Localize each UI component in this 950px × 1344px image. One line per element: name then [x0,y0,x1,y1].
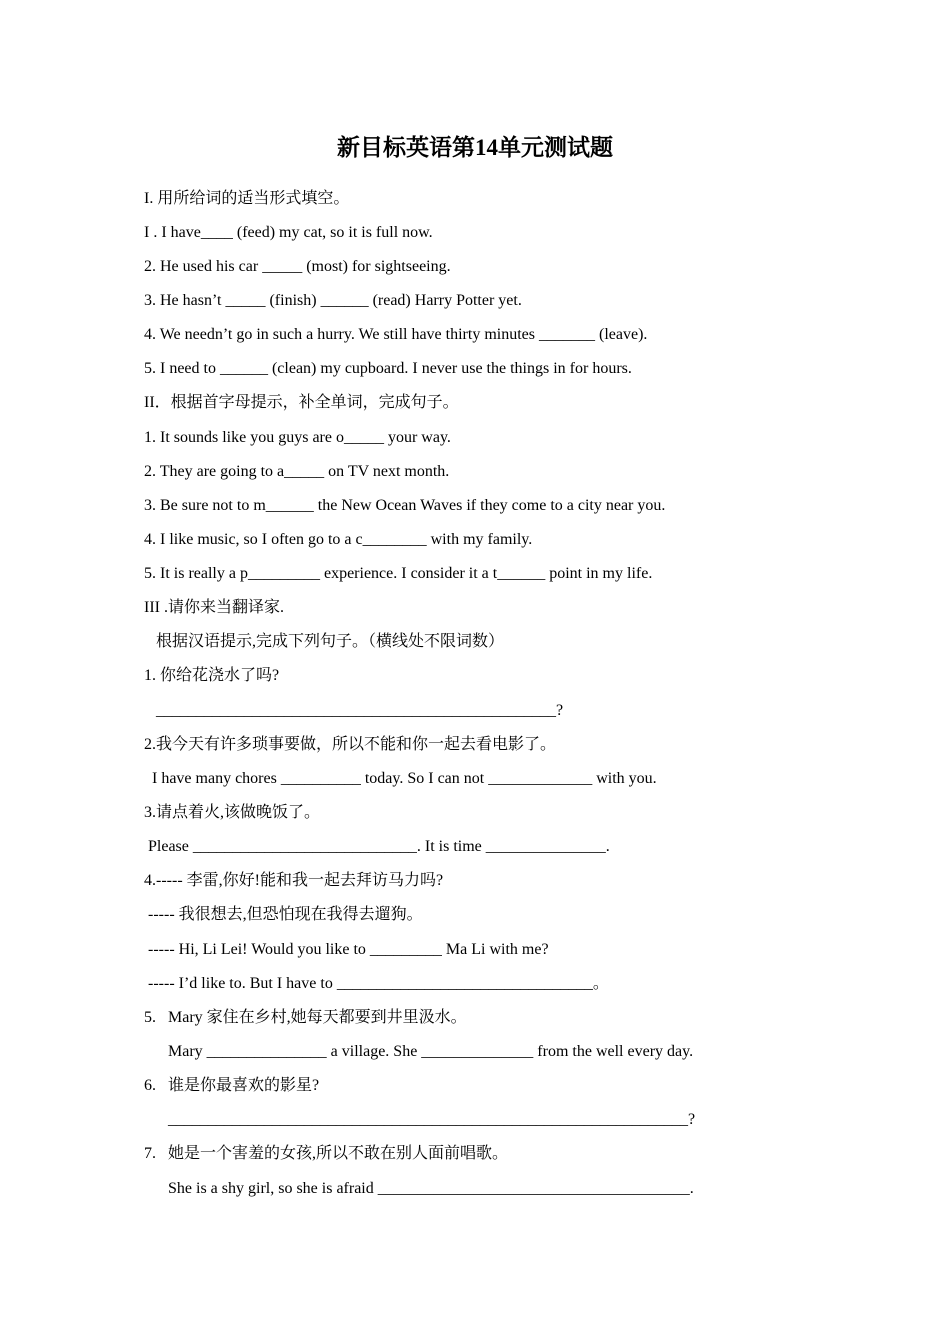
section-3-item-4-prompt-a: 4.----- 李雷,你好!能和我一起去拜访马力吗? [144,872,444,889]
section-1-item-4: 4. We needn’t go in such a hurry. We still have thirty minutes _______ (leave). [144,326,648,343]
section-3-item-1-prompt: 1. 你给花浇水了吗? [144,667,280,684]
section-1-item-5: 5. I need to ______ (clean) my cupboard. I never use the things in for hours. [144,360,632,377]
section-3-item-1-answer: __________________________________________________? [144,702,564,719]
section-3-item-2-answer: I have many chores __________ today. So I can not _____________ with you. [144,770,657,787]
section-3-item-5-prompt: 5. Mary 家住在乡村,她每天都要到井里汲水。 [144,1009,467,1026]
section-1-heading: I. 用所给词的适当形式填空。 [144,190,350,207]
section-3-item-4-prompt-b: ----- 我很想去,但恐怕现在我得去遛狗。 [144,906,423,923]
section-1-item-3: 3. He hasn’t _____ (finish) ______ (read) Harry Potter yet. [144,292,522,309]
section-2-item-5: 5. It is really a p_________ experience. I consider it a t______ point in my life. [144,565,653,582]
section-2-item-4: 4. I like music, so I often go to a c________ with my family. [144,531,533,548]
section-3-item-7-answer: She is a shy girl, so she is afraid _______________________________________. [144,1180,694,1197]
section-3-heading: III .请你来当翻译家. [144,599,284,616]
section-3-instruction: 根据汉语提示,完成下列句子。（横线处不限词数） [144,633,505,650]
page-title: 新目标英语第14单元测试题 [337,135,613,160]
section-2-item-2: 2. They are going to a_____ on TV next month. [144,463,450,480]
section-2-item-1: 1. It sounds like you guys are o_____ your way. [144,429,451,446]
section-3-item-2-prompt: 2.我今天有许多琐事要做，所以不能和你一起去看电影了。 [144,736,557,753]
section-3-item-6-answer: _________________________________________________________________? [144,1111,696,1128]
section-3-item-3-prompt: 3.请点着火,该做晚饭了。 [144,804,321,821]
section-2-item-3: 3. Be sure not to m______ the New Ocean Waves if they come to a city near you. [144,497,666,514]
section-3-item-4-answer-a: ----- Hi, Li Lei! Would you like to _________ Ma Li with me? [144,941,549,958]
section-3-item-6-prompt: 6. 谁是你最喜欢的影星? [144,1077,320,1094]
section-2-heading: II．根据首字母提示，补全单词，完成句子。 [144,394,459,411]
section-3-item-5-answer: Mary _______________ a village. She ______________ from the well every day. [144,1043,694,1060]
section-3-item-7-prompt: 7. 她是一个害羞的女孩,所以不敢在别人面前唱歌。 [144,1145,509,1162]
section-1-item-1: I . I have____ (feed) my cat, so it is full now. [144,224,433,241]
section-3-item-4-answer-b: ----- I’d like to. But I have to ________________________________。 [144,975,609,992]
section-1-item-2: 2. He used his car _____ (most) for sightseeing. [144,258,451,275]
section-3-item-3-answer: Please ____________________________. It is time _______________. [144,838,610,855]
